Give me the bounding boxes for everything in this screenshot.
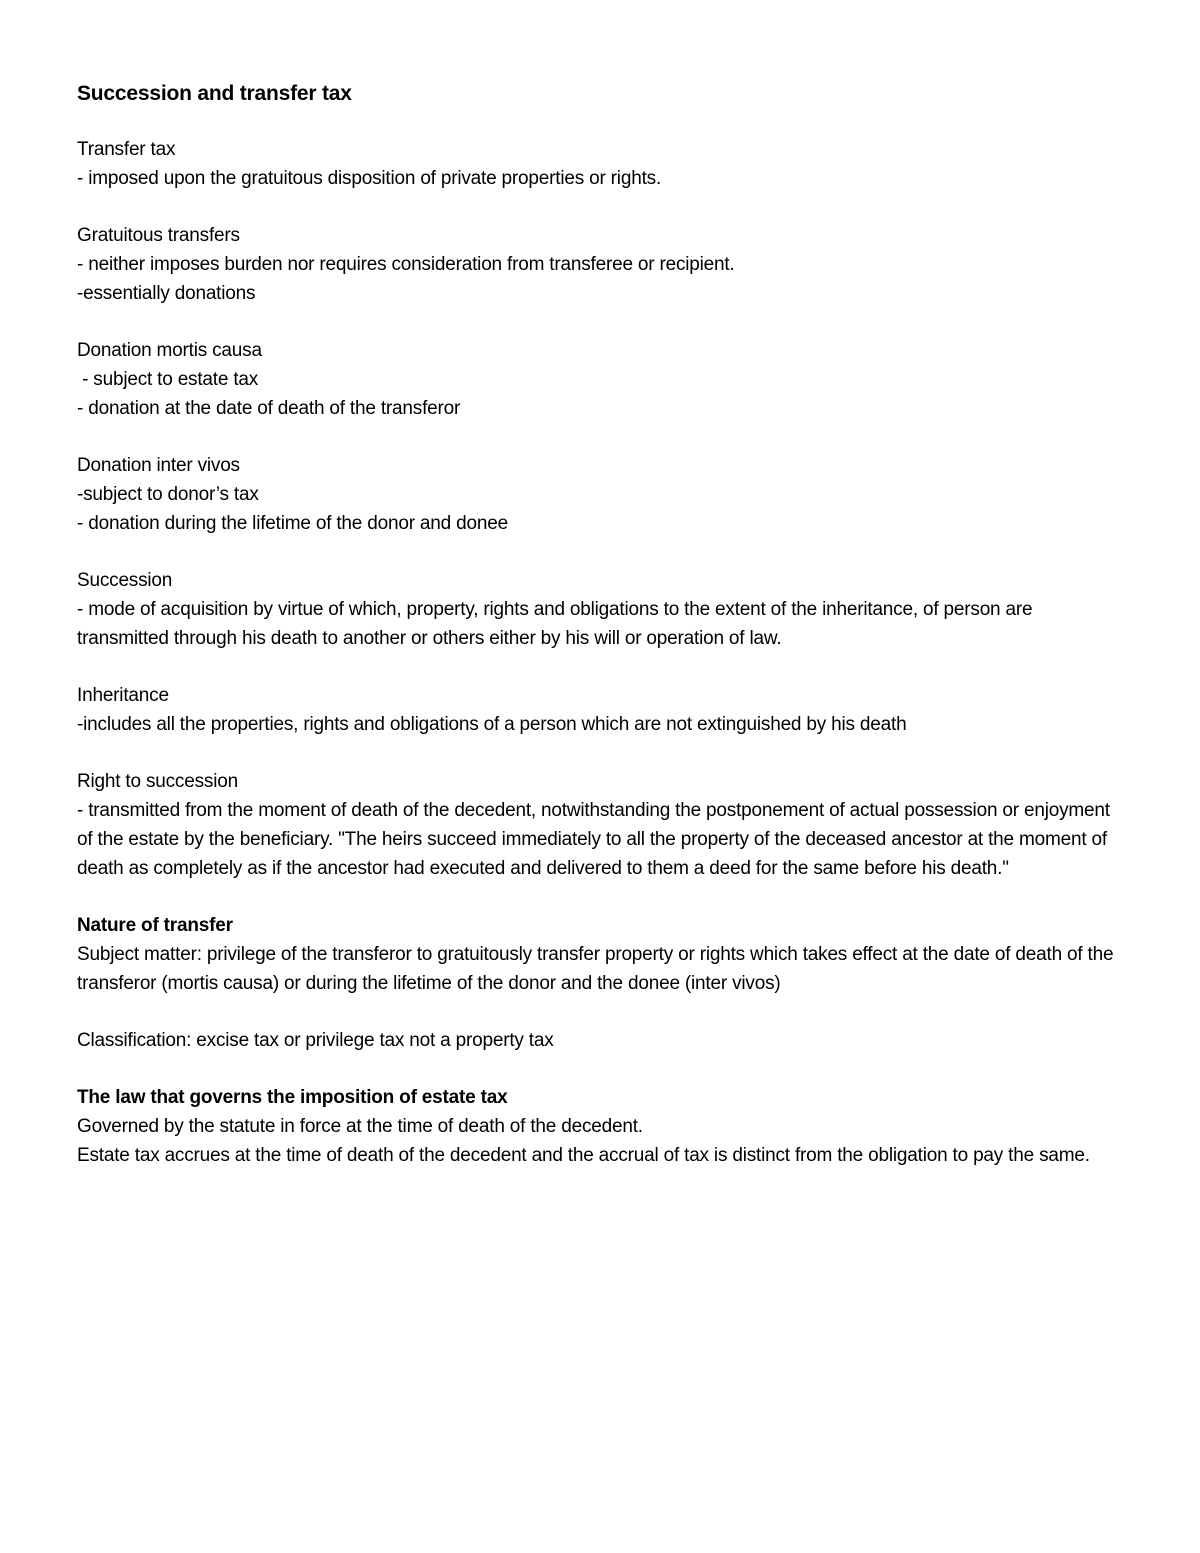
section-donation-mortis-causa <box>77 336 1127 423</box>
section-line: - subject to estate tax <box>77 369 259 390</box>
section-heading: Right to succession <box>77 771 238 792</box>
section-heading-bold: The law that governs the imposition of estate tax <box>77 1087 508 1108</box>
section-right-to-succession <box>77 767 1127 883</box>
document-body <box>77 76 1127 1170</box>
section-heading: Succession <box>77 570 173 591</box>
section-paragraph: - mode of acquisition by virtue of which, property, rights and obligations to the extent of the inheritance, of person are transmitted through his death to another or others either by his will or operation of law. <box>77 599 1033 649</box>
section-line: Classification: excise tax or privilege tax not a property tax <box>77 1030 554 1051</box>
section-heading: Donation mortis causa <box>77 340 262 361</box>
section-classification <box>77 1026 1127 1055</box>
section-gratuitous-transfers <box>77 221 1127 308</box>
section-heading: Transfer tax <box>77 139 176 160</box>
section-line: - donation at the date of death of the transferor <box>77 398 461 419</box>
section-paragraph: Estate tax accrues at the time of death of the decedent and the accrual of tax is distinct from the obligation to pay the same. <box>77 1145 1090 1166</box>
section-heading: Donation inter vivos <box>77 455 240 476</box>
section-line: Governed by the statute in force at the time of death of the decedent. <box>77 1116 643 1137</box>
section-heading: Inheritance <box>77 685 169 706</box>
document-title: Succession and transfer tax <box>77 82 352 105</box>
section-paragraph: -includes all the properties, rights and obligations of a person which are not extinguished by his death <box>77 714 907 735</box>
section-nature-of-transfer <box>77 911 1127 998</box>
section-heading: Gratuitous transfers <box>77 225 240 246</box>
section-line: - neither imposes burden nor requires consideration from transferee or recipient. <box>77 254 735 275</box>
section-heading-bold: Nature of transfer <box>77 915 233 936</box>
section-paragraph: Subject matter: privilege of the transferor to gratuitously transfer property or rights which takes effect at the date of death of the transferor (mortis causa) or during the lifetime of the donor and the donee (inter vivos) <box>77 944 1114 994</box>
section-paragraph: - transmitted from the moment of death of the decedent, notwithstanding the postponement of actual possession or enjoyment of the estate by the beneficiary. "The heirs succeed immediately to all the property of the deceased ancestor at the moment of death as completely as if the ancestor had executed and delivered to them a deed for the same before his death." <box>77 800 1110 879</box>
section-line: - donation during the lifetime of the donor and donee <box>77 513 508 534</box>
section-inheritance <box>77 681 1127 739</box>
section-succession <box>77 566 1127 653</box>
section-line: -subject to donor’s tax <box>77 484 259 505</box>
section-donation-inter-vivos <box>77 451 1127 538</box>
section-law-governing-estate-tax <box>77 1083 1127 1170</box>
section-transfer-tax <box>77 135 1127 193</box>
section-line: -essentially donations <box>77 283 256 304</box>
section-line: - imposed upon the gratuitous disposition of private properties or rights. <box>77 168 662 189</box>
